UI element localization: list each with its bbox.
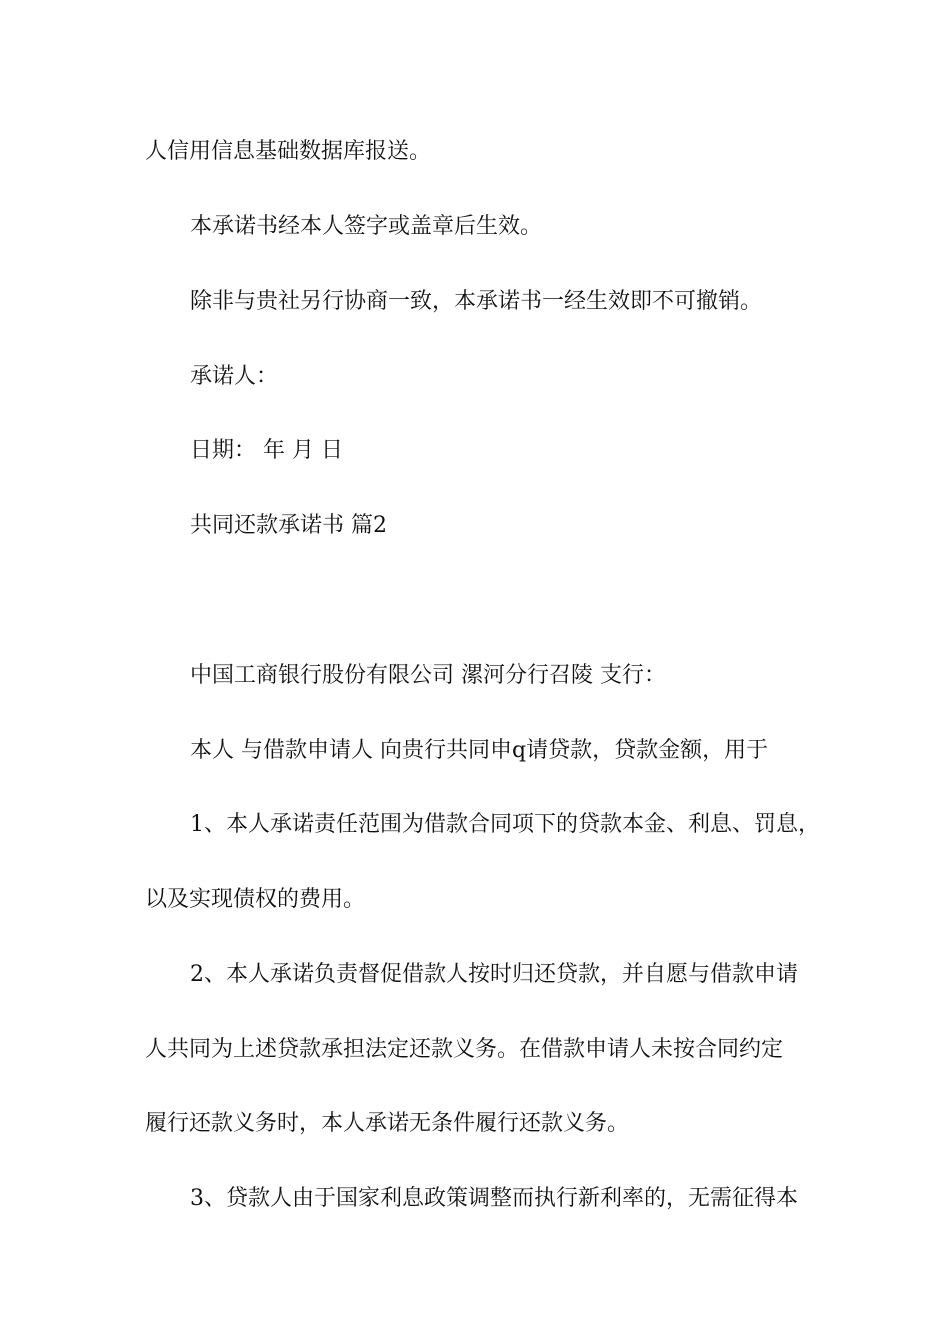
- clause-3-line-1: 3、贷款人由于国家利息政策调整而执行新利率的，无需征得本: [190, 1186, 798, 1211]
- text-line-irrevocable-clause: 除非与贵社另行协商一致，本承诺书一经生效即不可撤销。: [190, 289, 763, 314]
- clause-2-line-1: 2、本人承诺负责督促借款人按时归还贷款，并自愿与借款申请: [190, 962, 798, 987]
- date-label: 日期： 年 月 日: [190, 438, 343, 463]
- promisor-label: 承诺人：: [190, 364, 279, 389]
- section-title: 共同还款承诺书 篇2: [190, 513, 387, 538]
- loan-intro-line: 本人 与借款申请人 向贵行共同申q请贷款，贷款金额，用于: [190, 738, 769, 763]
- clause-2-line-2: 人共同为上述贷款承担法定还款义务。在借款申请人未按合同约定: [145, 1037, 784, 1062]
- clause-1-line-2: 以及实现债权的费用。: [145, 887, 366, 912]
- addressee-line: 中国工商银行股份有限公司 漯河分行召陵 支行：: [190, 663, 666, 688]
- clause-1-line-1: 1、本人承诺责任范围为借款合同项下的贷款本金、利息、罚息，: [190, 812, 820, 837]
- clause-2-line-3: 履行还款义务时，本人承诺无条件履行还款义务。: [145, 1111, 630, 1136]
- text-line-effective-clause: 本承诺书经本人签字或盖章后生效。: [190, 214, 543, 239]
- text-line-continuation: 人信用信息基础数据库报送。: [145, 139, 432, 164]
